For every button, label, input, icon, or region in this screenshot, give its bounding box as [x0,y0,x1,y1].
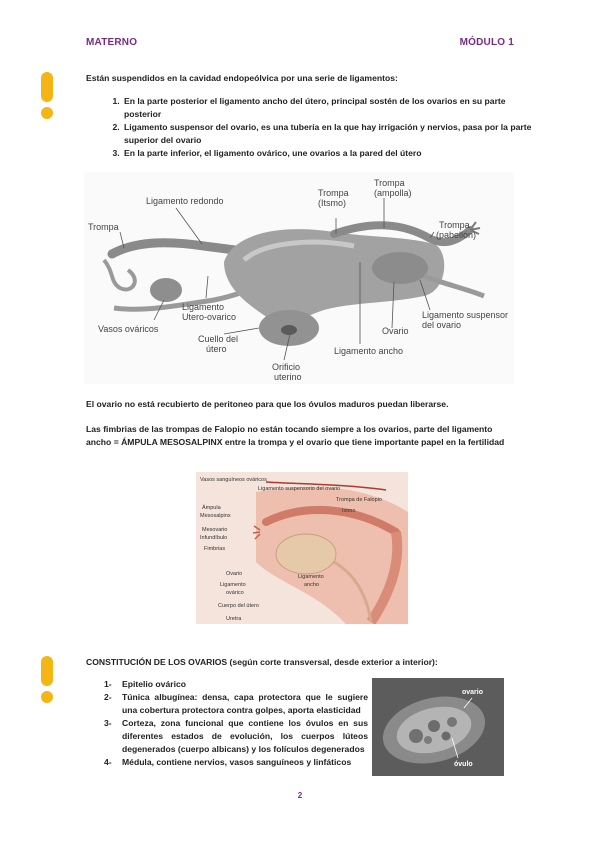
label-trompa: Trompa de Falopio [336,497,382,503]
label-mesosalpinx: Mesosalpinx [200,513,231,519]
label-ovulo: óvulo [454,761,473,768]
label-ampula: Ámpula [202,505,221,511]
ovary-tube-figure [196,472,408,624]
header-subject: MATERNO [86,37,138,48]
label-ovario: Ovario [226,571,243,577]
list-item: 1- Epitelio ovárico [104,679,186,689]
label-ligamento-redondo: Ligamento redondo [146,196,224,206]
peritoneo-text: El ovario no está recubierto de peritoneo para que los óvulos maduros puedan liberarse. [86,399,449,409]
uterus-anatomy-figure [84,172,514,384]
label-ligamento-utero-ovarico-2: Utero-ovarico [182,312,237,322]
label-lig-ancho-2: ancho [304,582,319,588]
ovary-layers-list [104,678,368,769]
fimbrias-text: Las fimbrias de las trompas de Falopio no están tocando siempre a los ovarios, parte del ligamento ancho = ÁMPULA MESOSALPINX entre la trompa y el ovario que tiene importante papel en la fertilidad [86,424,505,447]
label-trompa: Trompa [88,222,119,232]
ligament-list [104,95,534,160]
label-orificio: Orificio [272,362,301,372]
label-vasos-ovaricos: Vasos ováricos [98,324,159,334]
list-item: 3- Corteza, zona funcional que contiene los óvulos en sus diferentes estados de evolución, los cuerpos lúteos degenerados (cuerpo albicans) y los folículos degenerados [104,718,368,754]
label-uretra: Uretra [226,616,242,622]
label-istmo: Istmo [342,508,356,514]
section-heading: CONSTITUCIÓN DE LOS OVARIOS (según corte transversal, desde exterior a interior): [86,657,438,667]
label-ligamento-ancho: Ligamento ancho [334,346,404,356]
label-trompa-pabellon-2: (pabellón) [436,230,477,240]
label-cuerpo-utero: Cuerpo del útero [218,603,259,609]
label-ovario: Ovario [382,326,409,336]
label-ovario: ovario [462,689,484,696]
page-number: 2 [297,791,303,800]
label-trompa-ampolla-2: (ampolla) [374,188,412,198]
label-mesovario: Mesovario [202,527,228,533]
list-item: 3. En la parte inferior, el ligamento ovárico, une ovarios a la pared del útero [122,147,534,160]
label-cuello-utero-2: útero [206,344,227,354]
exclamation-icon [38,656,56,703]
label-cuello-utero: Cuello del [198,334,239,344]
label-trompa-ampolla: Trompa [374,178,405,188]
label-ligamento-suspensor: Ligamento suspensor [422,310,509,320]
label-orificio-2: uterino [274,372,302,382]
label-trompa-pabellon: Trompa [439,220,470,230]
label-lig-susp: Ligamento suspensorio del ovario [258,486,341,492]
exclamation-icon [38,72,56,119]
label-fimbrias: Fimbrias [204,546,226,552]
list-item: 2. Ligamento suspensor del ovario, es una tubería en la que hay irrigación y nervios, pasa por la parte superior del ovario [122,121,534,147]
label-ligamento-suspensor-2: del ovario [422,320,462,330]
label-trompa-itsmo-2: (Itsmo) [318,198,346,208]
label-ligamento-ovarico: Ligamento [220,582,246,588]
label-ligamento-utero-ovarico: Ligamento [182,302,225,312]
header-module: MÓDULO 1 [459,37,514,48]
intro-text: Están suspendidos en la cavidad endopeólvica por una serie de ligamentos: [86,73,398,83]
label-lig-ancho: Ligamento [298,574,324,580]
ovary-micrograph [372,678,504,776]
label-ligamento-ovarico-2: ovárico [226,590,244,596]
list-item: 4- Médula, contiene nervios, vasos sanguíneos y linfáticos [104,757,352,767]
label-trompa-itsmo: Trompa [318,188,349,198]
list-item: 1. En la parte posterior el ligamento ancho del útero, principal sostén de los ovarios en su parte posterior [122,95,534,121]
label-infundibulo: Infundíbulo [200,535,228,541]
label-vasos: Vasos sanguíneos ováricos [200,477,267,483]
list-item: 2- Túnica albugínea: densa, capa protectora que le sugiere una cobertura protectora contra golpes, aporta elasticidad [104,692,368,715]
